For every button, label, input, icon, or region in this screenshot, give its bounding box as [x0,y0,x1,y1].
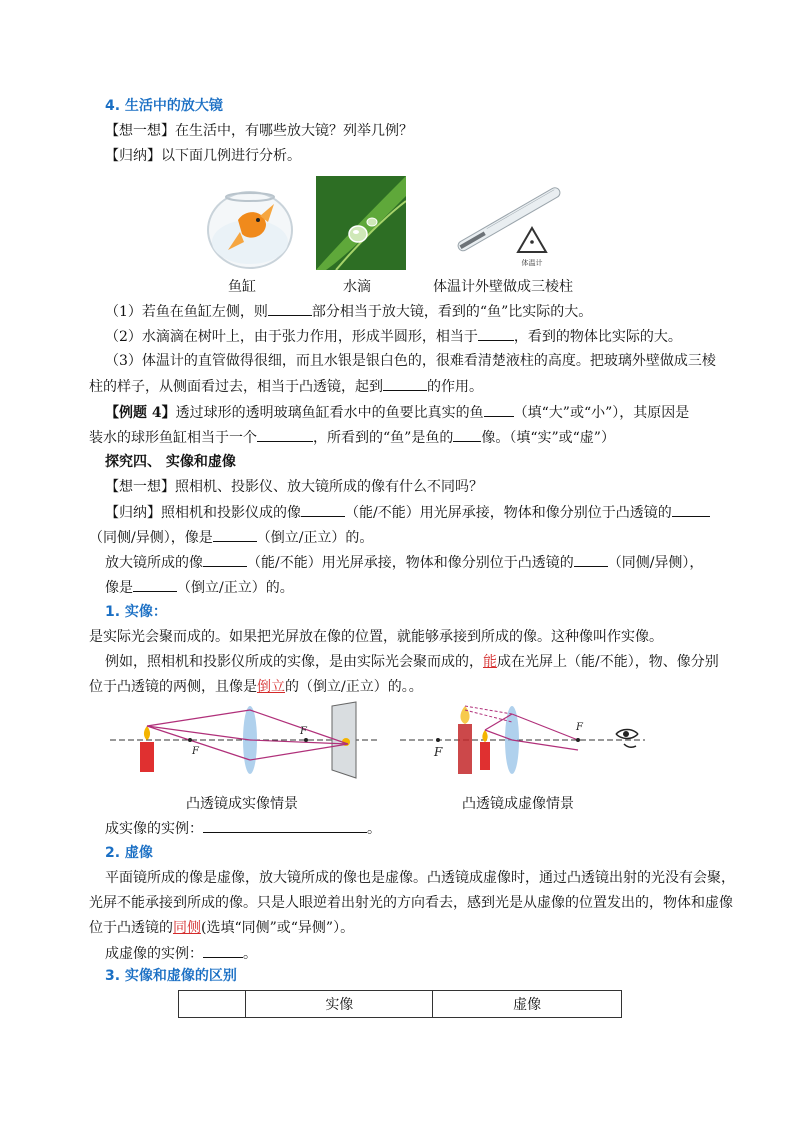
think-prompt-2: 【想一想】照相机、投影仪、放大镜所成的像有什么不同吗？ [105,479,483,495]
focal-label-right: F [300,726,307,737]
summary-2-line-2: （同侧/异侧），像是 （倒立/正立）的。 [89,527,373,548]
table-row [179,991,622,1018]
virtual-focal-left: F [434,745,443,759]
caption-thermometer: 体温计外壁做成三棱柱 [433,279,573,295]
caption-water-drop: 水滴 [343,279,371,295]
comparison-table [178,990,622,1018]
thermometer-tag: 体温计 [521,259,543,267]
virtual-example-line: 成虚像的实例： 。 [105,943,257,964]
virtual-line-1: 平面镜所成的像是虚像，放大镜所成的像也是虚像。凸透镜成虚像时，通过凸透镜出射的光没有会聚， [105,870,735,886]
summary-2-line-1: 【归纳】照相机和投影仪成的像 （能/不能）用光屏承接，物体和像分别位于凸透镜的 [105,502,710,523]
magnifier-line-1: 放大镜所成的像 （能/不能）用光屏承接，物体和像分别位于凸透镜的 （同侧/异侧）， [105,552,703,573]
real-image-definition: 是实际光会聚而成的。如果把光屏放在像的位置，就能够承接到所成的像。这种像叫作实像。 [89,629,663,645]
summary-line: 【归纳】以下面几例进行分析。 [105,148,301,164]
caption-real-diagram: 凸透镜成实像情景 [186,796,298,812]
real-image-title: 1. 实像： [105,604,167,620]
real-example-line: 成实像的实例： 。 [105,818,381,839]
answer-same-side: 同侧 [173,920,201,936]
real-image-example-2: 位于凸透镜的两侧，且像是倒立的（倒立/正立）的。。 [89,679,423,695]
section-title: 4. 生活中的放大镜 [105,98,223,114]
virtual-line-3: 位于凸透镜的同侧(选填“同侧”或“异侧”）。 [89,920,355,936]
explore-heading: 探究四、 实像和虚像 [105,454,236,470]
magnifier-line-2: 像是 （倒立/正立）的。 [105,577,294,598]
virtual-image-title: 2. 虚像 [105,845,153,861]
water-drop-image [316,176,406,270]
table-header-virtual: 虚像 [433,991,622,1018]
virtual-line-2: 光屏不能承接到所成的像。只是人眼逆着出射光的方向看去，感到光是从虚像的位置发出的，物体和虚像 [89,895,733,911]
answer-inverted: 倒立 [257,679,285,695]
question-3-line-1: （3）体温计的直管做得很细，而且水银是银白色的，很难看清楚液柱的高度。把玻璃外壁做成三棱 [105,353,716,369]
example-4-line-2: 装水的球形鱼缸相当于一个 ，所看到的“鱼”是鱼的 像。（填“实”或“虚”） [89,427,615,448]
question-3-line-2: 柱的样子，从侧面看过去，相当于凸透镜，起到 的作用。 [89,376,483,397]
fish-bowl-image [200,180,300,270]
caption-virtual-diagram: 凸透镜成虚像情景 [462,796,574,812]
table-cell-empty [179,991,246,1018]
real-image-example-1: 例如，照相机和投影仪所成的实像，是由实际光会聚而成的，能成在光屏上（能/不能），物、像分别 [105,654,719,670]
virtual-focal-right: F [576,722,583,733]
caption-fish-bowl: 鱼缸 [228,279,256,295]
virtual-image-diagram [400,700,645,780]
thermometer-image [446,172,574,270]
example-4-line-1: 【例题 4】透过球形的透明玻璃鱼缸看水中的鱼要比真实的鱼 （填“大”或“小”），其原因是 [105,402,689,423]
answer-can: 能 [483,654,497,670]
think-prompt: 【想一想】在生活中，有哪些放大镜？列举几例？ [105,123,413,139]
question-1: （1）若鱼在鱼缸左侧，则 部分相当于放大镜，看到的“鱼”比实际的大。 [105,301,592,322]
real-image-diagram [110,700,380,780]
table-header-real: 实像 [246,991,433,1018]
difference-title: 3. 实像和虚像的区别 [105,968,237,984]
question-2: （2）水滴滴在树叶上，由于张力作用，形成半圆形，相当于 ，看到的物体比实际的大。 [105,326,682,347]
focal-label-left: F [192,746,199,757]
